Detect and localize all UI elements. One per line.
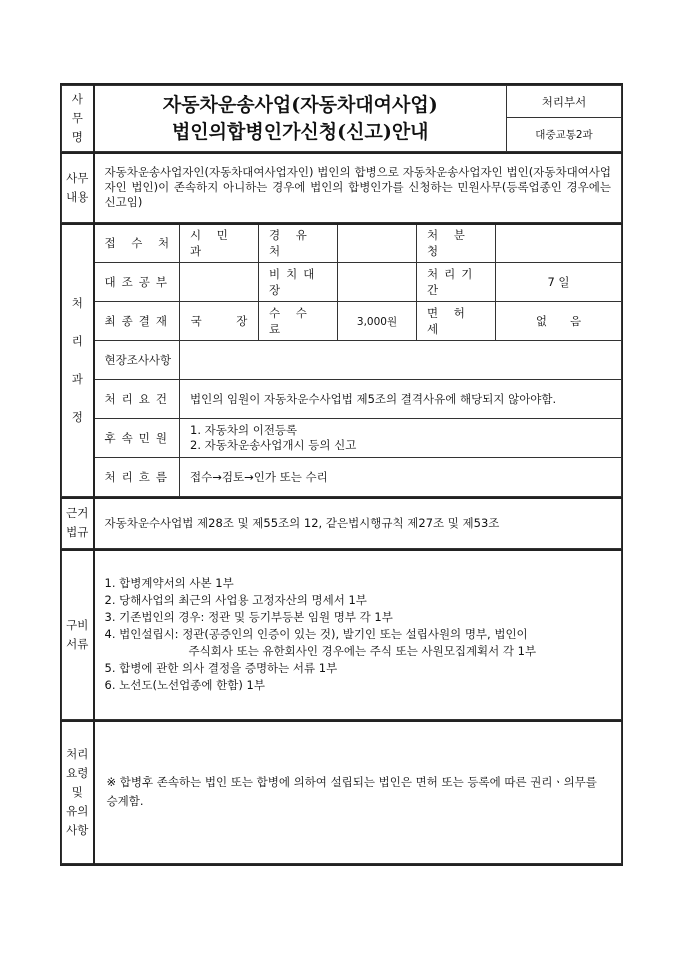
cell: 처 분 청 [417,224,496,263]
doc-item: 3. 기존법인의 경우: 정관 및 등기부등본 임원 명부 각 1부 [104,610,393,625]
doc-item: 1. 합병계약서의 사본 1부 [104,576,234,591]
cell: 접 수 처 [94,224,180,263]
process-label: 처 리 과 정 [62,224,94,497]
cell: 면 허 세 [417,302,496,341]
cell: 경 유 처 [259,224,338,263]
cell: 처리기간 [417,263,496,302]
req-value: 법인의 임원이 자동차운수사업법 제5조의 결격사유에 해당되지 않아야함. [180,380,622,419]
process-section [61,223,622,498]
cell: 3,000원 [338,302,417,341]
law-section [61,497,622,549]
guide-form [60,83,623,866]
notes-section [61,720,622,864]
dept-label: 처리부서 [507,86,622,118]
follow-item: 2. 자동차운송사업개시 등의 신고 [190,438,357,452]
notes-label: 처리 요령 및 유의 사항 [62,721,94,863]
cell: 비치대장 [259,263,338,302]
dept-value: 대중교통2과 [507,118,622,152]
cell: 수 수 료 [259,302,338,341]
title-line2: 법인의합병인가신청(신고)안내 [171,120,429,143]
cell [180,263,259,302]
cell [338,263,417,302]
doc-item: 주식회사 또는 유한회사인 경우에는 주식 또는 사원모집계획서 각 1부 [188,644,537,659]
follow-label: 후속민원 [94,419,180,458]
notes-text: ※ 합병후 존속하는 법인 또는 합병에 의하여 설립되는 법인은 면허 또는 등록에 따른 권리ㆍ의무를 승계함. [94,721,622,863]
docs-list [94,550,622,720]
law-label: 근거 법규 [62,498,94,548]
law-text: 자동차운수사업법 제28조 및 제55조의 12, 같은법시행규칙 제27조 및 제53조 [94,498,622,548]
cell [496,224,622,263]
req-label: 처리요건 [94,380,180,419]
flow-label: 처리흐름 [94,458,180,497]
flow-value: 접수→검토→인가 또는 수리 [180,458,622,497]
doc-item: 6. 노선도(노선업종에 한함) 1부 [104,678,265,693]
cell: 최종결재 [94,302,180,341]
doc-item: 2. 당해사업의 최근의 사업용 고정자산의 명세서 1부 [104,593,367,608]
description-section [61,152,622,223]
follow-list [180,419,622,458]
cell: 국 장 [180,302,259,341]
doc-item: 5. 합병에 관한 의사 결정을 증명하는 서류 1부 [104,661,338,676]
docs-section [61,549,622,721]
page-title [94,86,507,152]
site-label: 현장조사사항 [94,341,180,380]
title-line1: 자동차운송사업(자동차대여사업) [162,93,438,116]
office-name-label: 사 무 명 [62,86,94,152]
header-section [61,85,622,152]
cell: 대조공부 [94,263,180,302]
cell: 시 민 과 [180,224,259,263]
cell: 없 음 [496,302,622,341]
doc-item: 4. 법인설립시: 정관(공증인의 인증이 있는 것), 발기인 또는 설립사원의 명부, 법인이 [104,627,528,642]
description-label: 사무 내용 [62,153,94,222]
description-text: 자동차운송사업자인(자동차대여사업자인) 법인의 합병으로 자동차운송사업자인 법인(자동차대여사업자인 법인)이 존속하지 아니하는 경우에 법인의 합병인가를 신청하는 민원사무(등록업종인 경우에는 신고임) [94,153,622,222]
site-value [180,341,622,380]
cell [338,224,417,263]
cell: 7 일 [496,263,622,302]
follow-item: 1. 자동차의 이전등록 [190,423,298,437]
docs-label: 구비 서류 [62,550,94,720]
